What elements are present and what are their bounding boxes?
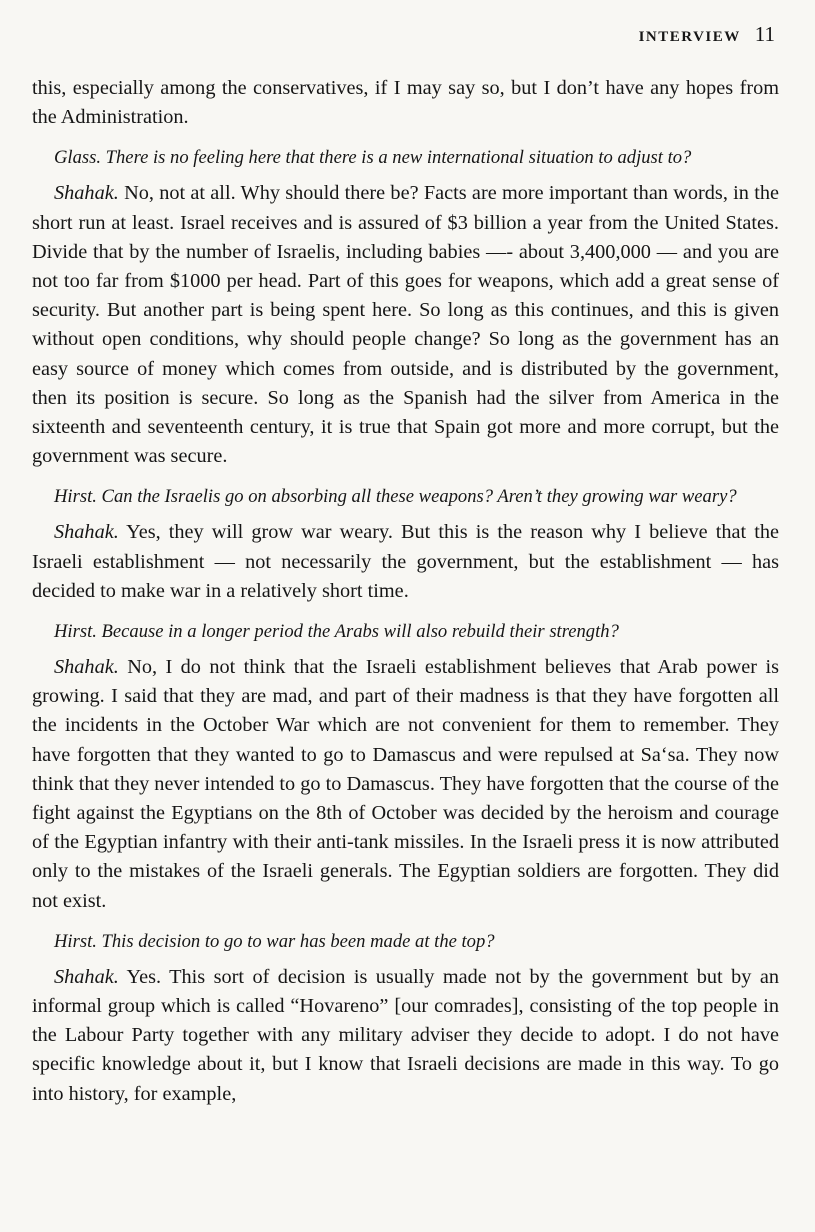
speaker-name: Hirst. (54, 930, 97, 952)
question-text: Because in a longer period the Arabs will also rebuild their strength? (101, 621, 619, 643)
answer-shahak (32, 963, 779, 1109)
speaker-name: Shahak. (54, 521, 119, 544)
answer-text: No, not at all. Why should there be? Facts are more important than words, in the short run at least. Israel receives and is assured of $3 billion a year from the United States. Divide that by the number of Israelis, including babies —- about 3,400,000 — and you are not too far from $1000 per head. Part of this goes for weapons, which add a great sense of security. But another part is being spent here. So long as this continues, and this is given without open conditions, why should people change? So long as the government has an easy source of money which comes from outside, and is distributed by the government, then its position is secure. So long as the Spanish had the silver from America in the sixteenth and seventeenth century, it is true that Spain got more and more corrupt, but the government was secure. (32, 182, 779, 468)
question-text: There is no feeling here that there is a new international situation to adjust to? (105, 147, 692, 169)
question-glass (32, 144, 779, 171)
speaker-name: Shahak. (54, 965, 119, 988)
question-hirst (32, 618, 779, 645)
running-title: INTERVIEW (638, 29, 741, 45)
paragraph-text: this, especially among the conservatives, if I may say so, but I don’t have any hopes from the Administration. (32, 77, 779, 129)
answer-shahak (32, 179, 779, 471)
page-number: 11 (754, 22, 775, 46)
answer-shahak (32, 653, 779, 916)
answer-text: No, I do not think that the Israeli establishment believes that Arab power is growing. I said that they are mad, and part of their madness is that they have forgotten all the incidents in the October War which are not convenient for them to remember. They have forgotten that they wanted to go to Damascus and were repulsed at Sa‘sa. They now think that they never intended to go to Damascus. They have forgotten that the course of the fight against the Egyptians on the 8th of October was decided by the heroism and courage of the Egyptian infantry with their anti-tank missiles. In the Israeli press it is now attributed only to the mistakes of the Israeli generals. The Egyptian soldiers are forgotten. They did not exist. (32, 656, 779, 912)
question-hirst (32, 928, 779, 955)
question-text: This decision to go to war has been made at the top? (101, 930, 495, 952)
running-head (639, 22, 775, 47)
paragraph-continuation (32, 74, 779, 132)
speaker-name: Shahak. (54, 656, 119, 679)
question-text: Can the Israelis go on absorbing all these weapons? Aren’t they growing war weary? (101, 486, 737, 508)
speaker-name: Shahak. (54, 182, 119, 205)
answer-text: Yes. This sort of decision is usually made not by the government but by an informal group which is called “Hovareno” [our comrades], consisting of the top people in the Labour Party together with any military adviser they decide to adopt. I do not have specific knowledge about it, but I know that Israeli decisions are made in this way. To go into history, for example, (32, 965, 779, 1105)
speaker-name: Hirst. (54, 486, 97, 508)
speaker-name: Hirst. (54, 621, 97, 643)
question-hirst (32, 483, 779, 510)
answer-text: Yes, they will grow war weary. But this is the reason why I believe that the Israeli establishment — not necessarily the government, but the establishment — has decided to make war in a relatively short time. (32, 521, 779, 602)
answer-shahak (32, 518, 779, 606)
speaker-name: Glass. (54, 147, 102, 169)
body-text (32, 74, 779, 1109)
